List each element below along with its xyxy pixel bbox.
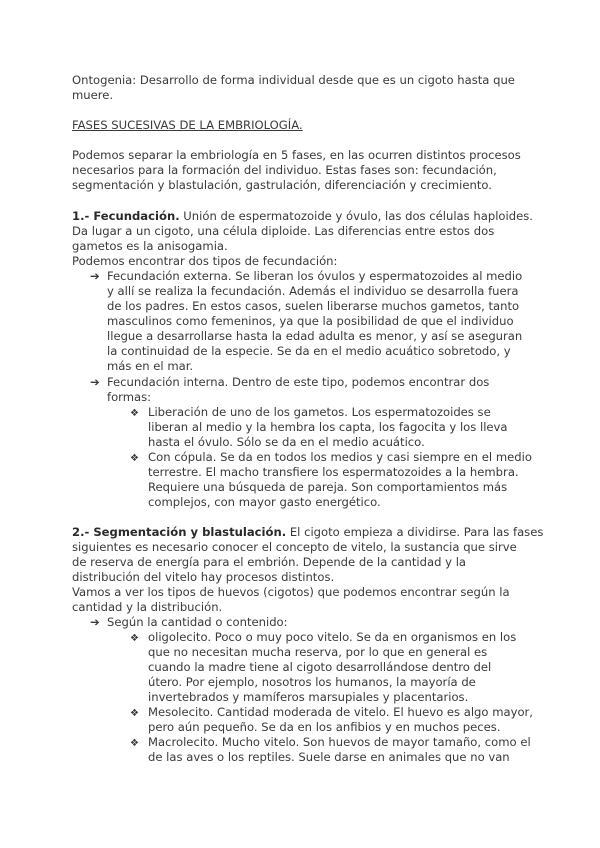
list-item-line: formas: bbox=[107, 390, 152, 404]
list-item-line: Fecundación interna. Dentro de este tipo, podemos encontrar dos bbox=[107, 375, 490, 389]
section-heading: FASES SUCESIVAS DE LA EMBRIOLOGÍA. bbox=[72, 118, 303, 132]
section2-title: 2.- Segmentación y blastulación. bbox=[72, 525, 287, 539]
paragraph-line: Podemos separar la embriología en 5 fases, en las ocurren distintos procesos bbox=[72, 148, 521, 162]
diamond-bullet-icon: ❖ bbox=[130, 738, 139, 749]
list-item-line: cuando la madre tiene al cigoto desarrollándose dentro del bbox=[148, 660, 492, 674]
intro-line: muere. bbox=[72, 88, 114, 102]
section2-text: El cigoto empieza a dividirse. Para las fases bbox=[286, 525, 544, 539]
section1-text: Unión de espermatozoide y óvulo, las dos células haploides. bbox=[179, 209, 533, 223]
list-item-line: Con cópula. Se da en todos los medios y casi siempre en el medio bbox=[148, 450, 532, 464]
intro-line: Ontogenia: Desarrollo de forma individual desde que es un cigoto hasta que bbox=[72, 73, 515, 87]
diamond-bullet-icon: ❖ bbox=[130, 633, 139, 644]
paragraph-line: Podemos encontrar dos tipos de fecundación: bbox=[72, 254, 338, 268]
list-item-line: la continuidad de la especie. Se da en el medio acuático sobretodo, y bbox=[107, 344, 511, 358]
arrow-bullet-icon: ➔ bbox=[90, 375, 100, 389]
list-item-line: Macrolecito. Mucho vitelo. Son huevos de mayor tamaño, como el bbox=[148, 735, 531, 749]
list-item-line: y allí se realiza la fecundación. Además el individuo se desarrolla fuera bbox=[107, 284, 519, 298]
list-item-line: útero. Por ejemplo, nosotros los humanos, la mayoría de bbox=[148, 675, 476, 689]
diamond-bullet-icon: ❖ bbox=[130, 453, 139, 464]
paragraph-line: necesarios para la formación del individuo. Estas fases son: fecundación, bbox=[72, 163, 497, 177]
paragraph-line: cantidad y la distribución. bbox=[72, 600, 223, 614]
section1-title: 1.- Fecundación. bbox=[72, 209, 180, 223]
diamond-bullet-icon: ❖ bbox=[130, 708, 139, 719]
paragraph-line: Vamos a ver los tipos de huevos (cigotos) que podemos encontrar según la bbox=[72, 585, 510, 599]
paragraph-line: distribución del vitelo hay procesos distintos. bbox=[72, 570, 335, 584]
list-item-line: Liberación de uno de los gametos. Los espermatozoides se bbox=[148, 405, 491, 419]
list-item-line: más en el mar. bbox=[107, 359, 194, 373]
list-item-line: oligolecito. Poco o muy poco vitelo. Se da en organismos en los bbox=[148, 630, 517, 644]
list-item-line: masculinos como femeninos, ya que la posibilidad de que el individuo bbox=[107, 314, 514, 328]
section2-first-line bbox=[72, 525, 543, 540]
diamond-bullet-icon: ❖ bbox=[130, 408, 139, 419]
paragraph-line: Da lugar a un cigoto, una célula diploide. Las diferencias entre estos dos bbox=[72, 224, 495, 238]
paragraph-line: gametos es la anisogamia. bbox=[72, 239, 228, 253]
paragraph-line: segmentación y blastulación, gastrulación, diferenciación y crecimiento. bbox=[72, 178, 492, 192]
list-item-line: pero aún pequeño. Se da en los anfibios y en muchos peces. bbox=[148, 720, 501, 734]
arrow-bullet-icon: ➔ bbox=[90, 269, 100, 283]
list-item-line: Mesolecito. Cantidad moderada de vitelo. El huevo es algo mayor, bbox=[148, 705, 533, 719]
list-item-line: Fecundación externa. Se liberan los óvulos y espermatozoides al medio bbox=[107, 269, 523, 283]
list-item-line: llegue a desarrollarse hasta la edad adulta es menor, y así se aseguran bbox=[107, 329, 523, 343]
list-item-line: que no necesitan mucha reserva, por lo que en general es bbox=[148, 645, 488, 659]
section1-first-line bbox=[72, 209, 533, 224]
paragraph-line: siguientes es necesario conocer el concepto de vitelo, la sustancia que sirve bbox=[72, 540, 517, 554]
list-item-line: complejos, con mayor gasto energético. bbox=[148, 495, 381, 509]
list-item-line: terrestre. El macho transfiere los espermatozoides a la hembra. bbox=[148, 465, 519, 479]
list-item-line: Requiere una búsqueda de pareja. Son comportamientos más bbox=[148, 480, 508, 494]
list-item-line: de las aves o los reptiles. Suele darse en animales que no van bbox=[148, 750, 510, 764]
list-item-line: de los padres. En estos casos, suelen liberarse muchos gametos, tanto bbox=[107, 299, 520, 313]
list-item-line: Según la cantidad o contenido: bbox=[107, 615, 288, 629]
list-item-line: hasta el óvulo. Sólo se da en el medio acuático. bbox=[148, 435, 425, 449]
arrow-bullet-icon: ➔ bbox=[90, 615, 100, 629]
list-item-line: liberan al medio y la hembra los capta, los fagocita y los lleva bbox=[148, 420, 508, 434]
paragraph-line: de reserva de energía para el embrión. Depende de la cantidad y la bbox=[72, 555, 467, 569]
list-item-line: invertebrados y mamíferos marsupiales y placentarios. bbox=[148, 690, 469, 704]
